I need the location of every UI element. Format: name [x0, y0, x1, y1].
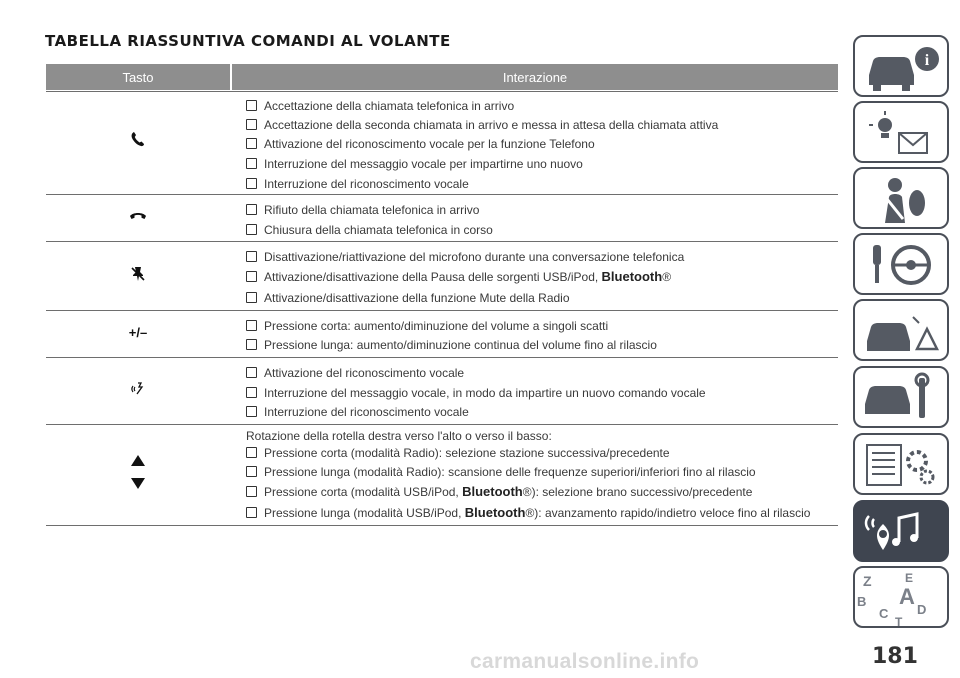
row-divider [46, 357, 838, 358]
volume-key-label: +/– [128, 325, 148, 340]
tab-car-info[interactable] [853, 35, 949, 97]
bullet-icon [246, 406, 257, 417]
tab-car-maintenance[interactable] [853, 366, 949, 428]
watermark: carmanualsonline.info [470, 650, 700, 673]
list-item: Interruzione del messaggio vocale per impartirne uno nuovo [246, 157, 583, 171]
row-divider [46, 525, 838, 526]
list-item: Accettazione della chiamata telefonica in arrivo [246, 99, 514, 113]
list-item: Pressione corta (modalità USB/iPod, Bluetooth®): selezione brano successivo/precedente [246, 485, 752, 499]
bullet-icon [246, 292, 257, 303]
column-header-key: Tasto [122, 70, 154, 85]
mute-icon [46, 266, 230, 287]
key-steering-wheel-icon [855, 235, 949, 295]
svg-text:E: E [905, 571, 914, 585]
car-info-icon [855, 37, 949, 97]
tab-technical-data[interactable] [853, 433, 949, 495]
bullet-icon [246, 387, 257, 398]
list-item: Attivazione del riconoscimento vocale [246, 366, 464, 380]
tab-alphabetical-index[interactable] [853, 566, 949, 628]
up-down-arrows-icon [46, 455, 230, 496]
car-maintenance-icon [855, 368, 949, 428]
bullet-icon [246, 320, 257, 331]
svg-text:i: i [924, 52, 930, 69]
list-item: Chiusura della chiamata telefonica in corso [246, 223, 493, 237]
bullet-icon [246, 204, 257, 215]
page-number: 181 [872, 644, 918, 669]
svg-text:D: D [917, 602, 927, 617]
row-divider [46, 241, 838, 242]
tab-multimedia[interactable] [853, 500, 949, 562]
list-item: Pressione lunga (modalità Radio): scansione delle frequenze superiori/inferiori fino al rilascio [246, 465, 756, 479]
svg-text:A: A [899, 584, 915, 609]
list-item: Interruzione del riconoscimento vocale [246, 405, 469, 419]
phone-hangup-icon [46, 208, 230, 226]
alphabetical-index-icon [855, 568, 949, 628]
list-item: Attivazione/disattivazione della funzione Mute della Radio [246, 291, 570, 305]
svg-text:T: T [895, 615, 903, 628]
warning-lights-icon [855, 103, 949, 163]
bullet-icon [246, 486, 257, 497]
list-item: Pressione lunga: aumento/diminuzione continua del volume fino al rilascio [246, 338, 657, 352]
bullet-icon [246, 100, 257, 111]
list-item: Pressione lunga (modalità USB/iPod, Bluetooth®): avanzamento rapido/indietro veloce fino al rilascio [246, 506, 810, 520]
bullet-icon [246, 178, 257, 189]
list-item: Disattivazione/riattivazione del microfono durante una conversazione telefonica [246, 250, 684, 264]
tab-seatbelt-airbag[interactable] [853, 167, 949, 229]
bullet-icon [246, 447, 257, 458]
bullet-icon [246, 367, 257, 378]
tab-key-steering-wheel[interactable] [853, 233, 949, 295]
list-item: Attivazione/disattivazione della Pausa delle sorgenti USB/iPod, Bluetooth® [246, 270, 671, 284]
bullet-icon [246, 339, 257, 350]
bullet-icon [246, 507, 257, 518]
table-header [46, 64, 838, 90]
list-item: Attivazione del riconoscimento vocale per la funzione Telefono [246, 137, 595, 151]
row-divider [46, 424, 838, 425]
bullet-icon [246, 271, 257, 282]
svg-text:Z: Z [863, 573, 872, 589]
voice-command-icon [46, 381, 230, 400]
svg-text:B: B [857, 594, 867, 609]
technical-data-icon [855, 435, 949, 495]
list-item: Interruzione del messaggio vocale, in modo da impartire un nuovo comando vocale [246, 386, 706, 400]
list-item: Accettazione della seconda chiamata in arrivo e messa in attesa della chiamata attiva [246, 118, 718, 132]
multimedia-icon [855, 502, 949, 562]
list-item: Interruzione del riconoscimento vocale [246, 177, 469, 191]
tab-car-emergency[interactable] [853, 299, 949, 361]
row-divider [46, 194, 838, 195]
seatbelt-airbag-icon [855, 169, 949, 229]
tab-warning-lights[interactable] [853, 101, 949, 163]
bullet-icon [246, 466, 257, 477]
bullet-icon [246, 224, 257, 235]
bullet-icon [246, 158, 257, 169]
svg-text:C: C [879, 606, 889, 621]
phone-answer-icon [46, 131, 230, 152]
list-item: Pressione corta: aumento/diminuzione del volume a singoli scatti [246, 319, 608, 333]
page-title: TABELLA RIASSUNTIVA COMANDI AL VOLANTE [45, 32, 451, 50]
bullet-icon [246, 138, 257, 149]
car-emergency-icon [855, 301, 949, 361]
list-item: Pressione corta (modalità Radio): selezione stazione successiva/precedente [246, 446, 670, 460]
list-item: Rifiuto della chiamata telefonica in arrivo [246, 203, 479, 217]
row-divider [46, 310, 838, 311]
bullet-icon [246, 251, 257, 262]
row-intro-text: Rotazione della rotella destra verso l'alto o verso il basso: [246, 429, 552, 443]
bullet-icon [246, 119, 257, 130]
column-header-interaction: Interazione [502, 70, 568, 85]
row-divider [46, 91, 838, 92]
